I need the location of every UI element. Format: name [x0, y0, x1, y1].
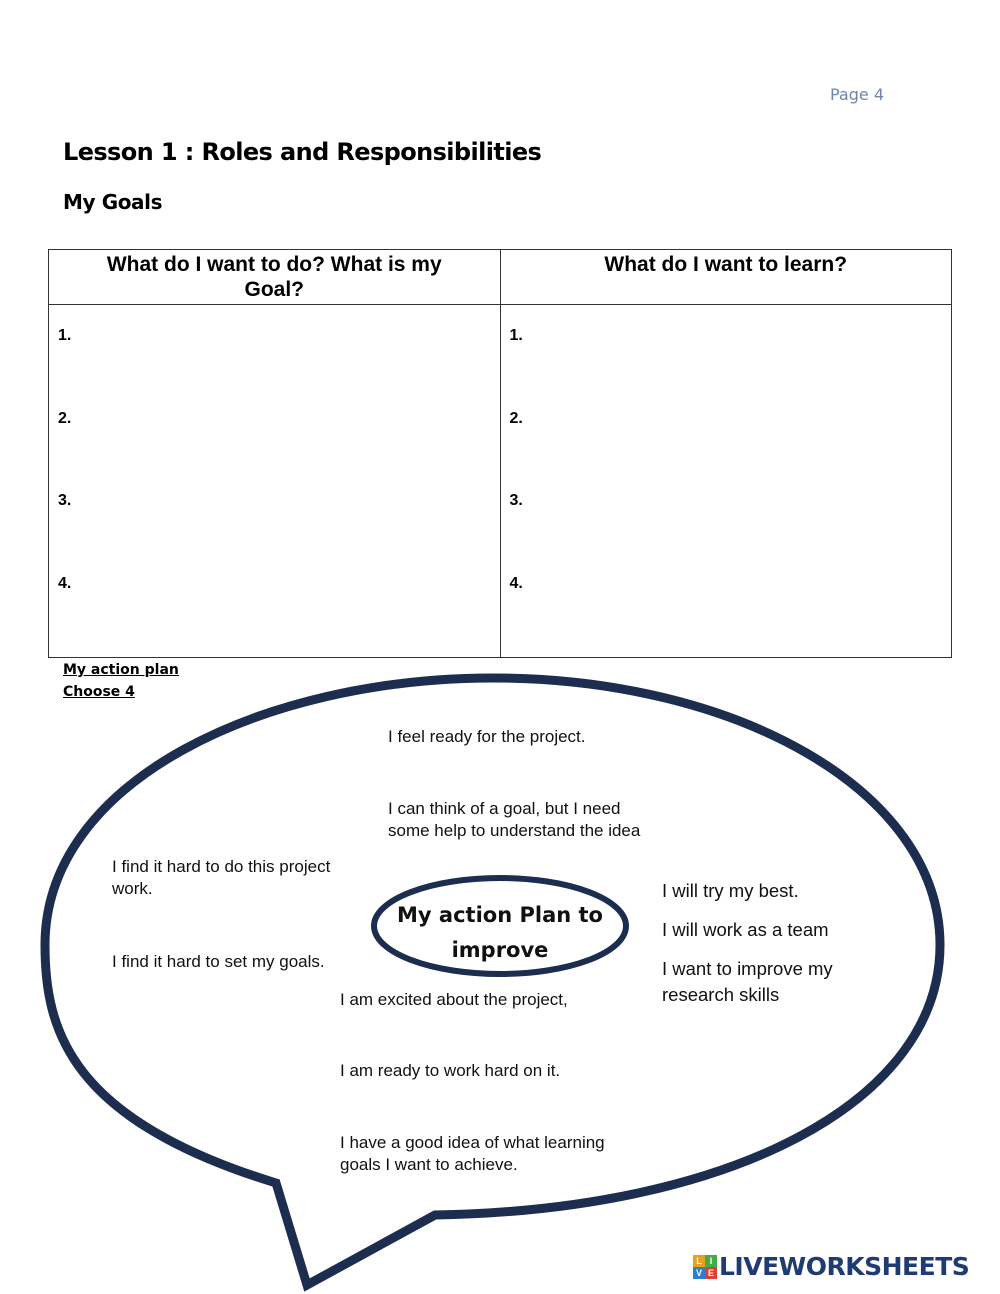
page-number: Page 4: [830, 85, 884, 104]
option-research-skills[interactable]: I want to improve my research skills: [662, 958, 833, 1005]
goal-item-2: 2.: [58, 409, 72, 427]
liveworksheets-logo-icon: L I V E: [693, 1255, 717, 1279]
learn-item-4: 4.: [509, 574, 523, 592]
action-plan-title: My action plan: [63, 662, 179, 678]
learn-item-3: 3.: [509, 492, 523, 509]
learn-column-header: What do I want to learn?: [500, 250, 952, 305]
option-try-best[interactable]: I will try my best.: [662, 880, 799, 901]
goal-item-4: 4.: [58, 574, 72, 592]
goal-column-header: What do I want to do? What is my Goal?: [49, 250, 501, 305]
lesson-title: Lesson 1 : Roles and Responsibilities: [63, 138, 542, 166]
option-hard-project-work[interactable]: I find it hard to do this project work.: [112, 857, 331, 898]
liveworksheets-branding: [693, 1252, 969, 1281]
option-hard-set-goals[interactable]: I find it hard to set my goals.: [112, 952, 325, 971]
option-work-team[interactable]: I will work as a team: [662, 919, 829, 940]
goals-subtitle: My Goals: [63, 190, 163, 214]
goal-item-1: 1.: [58, 327, 72, 344]
option-think-of-goal[interactable]: I can think of a goal, but I need some help to understand the idea: [388, 799, 641, 840]
option-work-hard[interactable]: I am ready to work hard on it.: [340, 1061, 561, 1080]
action-plan-center-label: My action Plan to improve: [397, 903, 603, 962]
learn-item-2: 2.: [509, 409, 523, 427]
option-excited[interactable]: I am excited about the project,: [340, 990, 568, 1009]
goal-item-3: 3.: [58, 492, 72, 509]
brand-name: LIVEWORKSHEETS: [719, 1252, 970, 1281]
option-feel-ready[interactable]: I feel ready for the project.: [388, 727, 586, 746]
action-plan-instruction: Choose 4: [63, 684, 135, 700]
learn-item-1: 1.: [509, 327, 523, 344]
option-good-idea[interactable]: I have a good idea of what learning goals I want to achieve.: [340, 1133, 605, 1174]
